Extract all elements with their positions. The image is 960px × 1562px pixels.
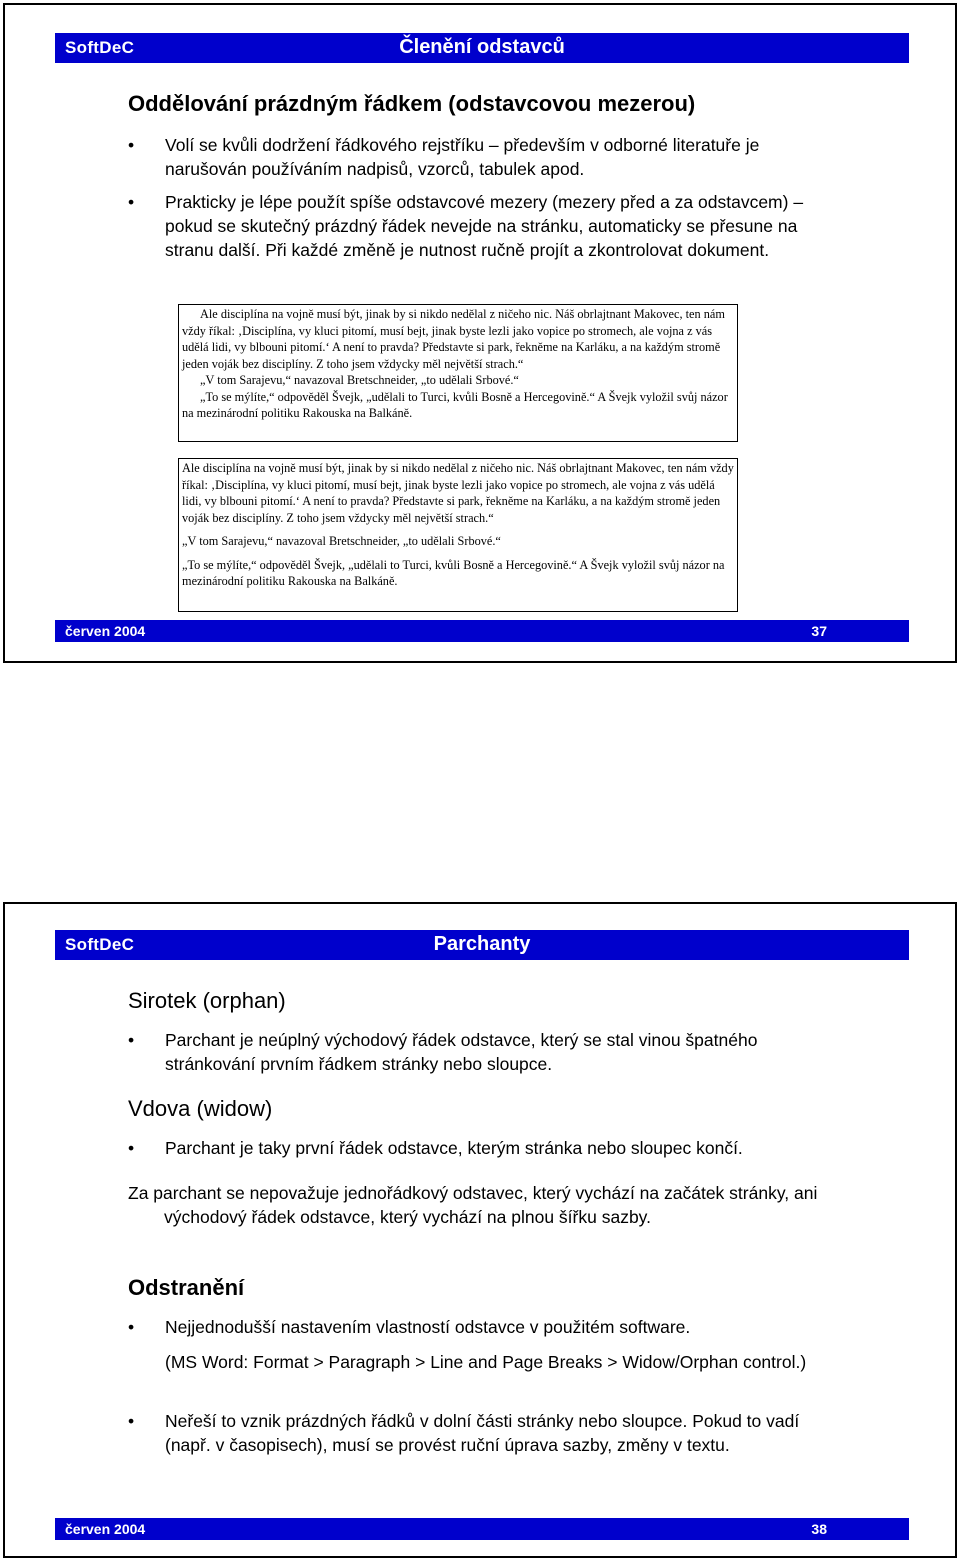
- note-paragraph: Za parchant se nepovažuje jednořádkový odstavec, který vychází na začátek stránky, ani východový řádek odstavce, který vychází na plnou šířku sazby.: [128, 1183, 818, 1227]
- slide-title: Členění odstavců: [399, 36, 565, 58]
- header-bar: [55, 930, 909, 960]
- example-paragraph: „V tom Sarajevu,“ navazoval Bretschneider, „to udělali Srbové.“: [200, 373, 519, 387]
- example-box-spaced: [178, 458, 738, 612]
- footer-date: červen 2004: [65, 623, 146, 639]
- removal-subnote: (MS Word: Format > Paragraph > Line and Page Breaks > Widow/Orphan control.): [165, 1352, 807, 1372]
- page-number: 38: [811, 1521, 827, 1537]
- bullet-item: [128, 1028, 828, 1076]
- bullet-text: Neřeší to vznik prázdných řádků v dolní části stránky nebo sloupce. Pokud to vadí (např. v časopisech), musí se provést ruční úprava sazby, změny v textu.: [165, 1411, 800, 1455]
- bullet-text: Nejjednodušší nastavením vlastností odstavce v použitém software.: [165, 1317, 691, 1337]
- widow-heading: Vdova (widow): [128, 1096, 273, 1121]
- bullet-item: [128, 1409, 828, 1481]
- footer-bar: [55, 1518, 909, 1540]
- softdec-logo: SoftDeC: [65, 935, 135, 954]
- bullet-item: [128, 1136, 828, 1160]
- footer-date: červen 2004: [65, 1521, 146, 1537]
- slide-38: [3, 902, 957, 1558]
- bullet-item: [128, 190, 828, 286]
- softdec-logo: SoftDeC: [65, 38, 135, 57]
- bullet-icon: •: [128, 1317, 135, 1337]
- header-bar: [55, 33, 909, 63]
- bullet-item: [128, 1315, 828, 1339]
- example-paragraph: Ale disciplína na vojně musí být, jinak by si nikdo nedělal z ničeho nic. Náš obrlajtnant Makovec, ten nám vždy říkal: ‚Disciplína, vy kluci pitomí, musí bejt, jinak byste lezli jako vopice po stromech, ale vojna z vás udělá lidi, vy blbouni pitomí.‘ A není to pravda? Představte si park, řekněme na Karláku, a na každým stromě jeden voják bez disciplíny. Z toho jsem vždycky měl největší strach.“: [182, 307, 725, 371]
- bullet-icon: •: [128, 1138, 135, 1158]
- section-heading: Oddělování prázdným řádkem (odstavcovou mezerou): [128, 91, 696, 116]
- bullet-icon: •: [128, 1411, 135, 1431]
- bullet-icon: •: [128, 1030, 135, 1050]
- page-number: 37: [811, 623, 827, 639]
- footer-bar: [55, 620, 909, 642]
- slide-37: [3, 3, 957, 663]
- example-box-indented: [178, 304, 738, 442]
- bullet-icon: •: [128, 135, 135, 155]
- example-paragraph: „V tom Sarajevu,“ navazoval Bretschneider, „to udělali Srbové.“: [182, 534, 501, 548]
- slide-title: Parchanty: [433, 933, 531, 955]
- bullet-text: Parchant je neúplný východový řádek odstavce, který se stal vinou špatného stránkování prvním řádkem stránky nebo sloupce.: [165, 1030, 758, 1074]
- removal-heading: Odstranění: [128, 1275, 245, 1300]
- example-paragraph: „To se mýlíte,“ odpověděl Švejk, „udělali to Turci, kvůli Bosně a Hercegovině.“ A Švejk vyložil svůj názor na mezinárodní politiku Rakouska na Balkáně.: [182, 557, 725, 588]
- bullet-icon: •: [128, 192, 135, 212]
- example-paragraph: „To se mýlíte,“ odpověděl Švejk, „udělali to Turci, kvůli Bosně a Hercegovině.“ A Švejk vyložil svůj názor na mezinárodní politiku Rakouska na Balkáně.: [182, 389, 728, 420]
- bullet-text: Prakticky je lépe použít spíše odstavcové mezery (mezery před a za odstavcem) – pokud se skutečný prázdný řádek nevejde na stránku, automaticky se přesune na stranu další. Při každé změně je nutnost ručně projít a zkontrolovat dokument.: [165, 192, 804, 260]
- bullet-text: Parchant je taky první řádek odstavce, kterým stránka nebo sloupec končí.: [165, 1138, 743, 1158]
- bullet-text: Volí se kvůli dodržení řádkového rejstříku – především v odborné literatuře je narušován používáním nadpisů, vzorců, tabulek apod.: [165, 135, 760, 179]
- orphan-heading: Sirotek (orphan): [128, 988, 286, 1013]
- example-paragraph: Ale disciplína na vojně musí být, jinak by si nikdo nedělal z ničeho nic. Náš obrlajtnant Makovec, ten nám vždy říkal: ‚Disciplína, vy kluci pitomí, musí bejt, jinak byste lezli jako vopice po stromech, ale vojna z vás udělá lidi, vy blbouni pitomí.‘ A není to pravda? Představte si park, řekněme na Karláku, a na každým stromě jeden voják bez disciplíny. Z toho jsem vždycky měl největší strach.“: [182, 461, 734, 525]
- bullet-item: [128, 133, 828, 181]
